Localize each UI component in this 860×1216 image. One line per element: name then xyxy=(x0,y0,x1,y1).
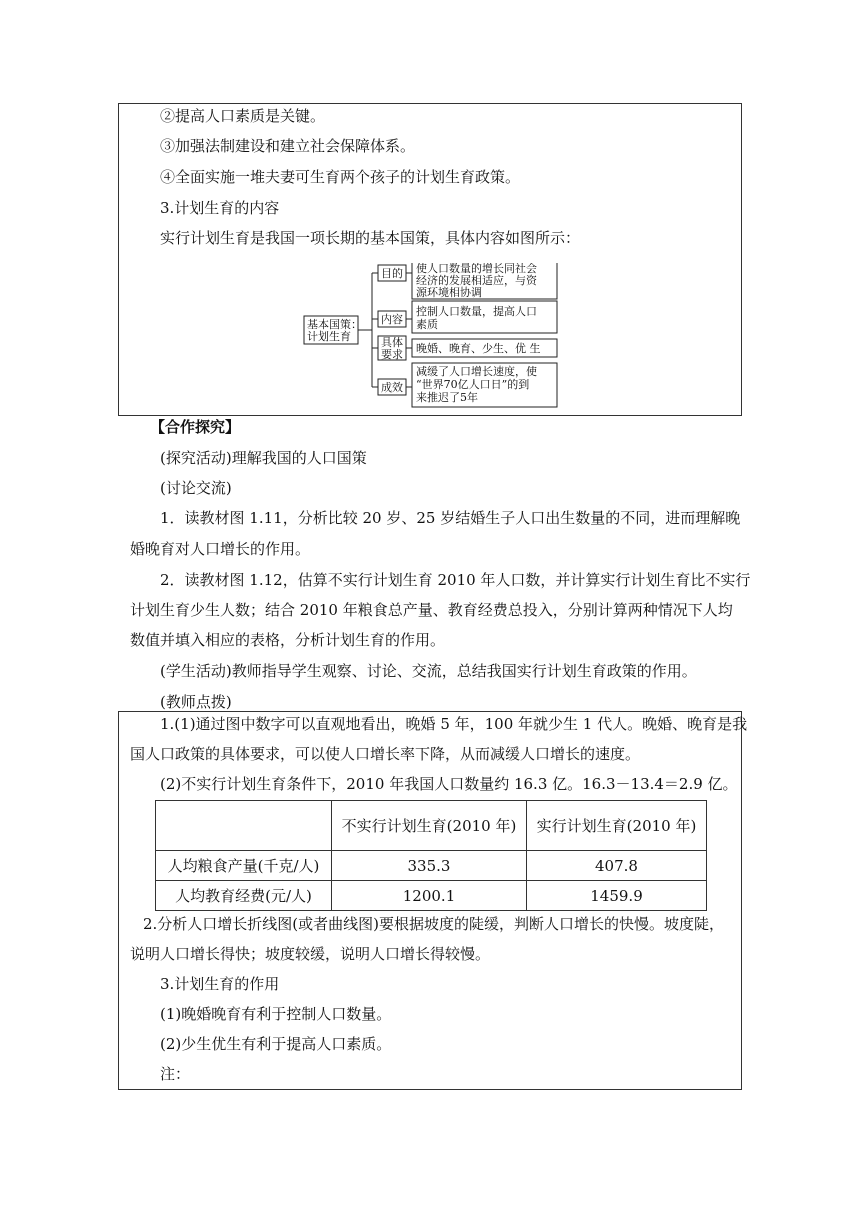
results-text-2: “世界70亿人口日”的到 xyxy=(416,378,530,391)
answer-1-line-2: 国人口政策的具体要求，可以使人口增长率下降，从而减缓人口增长的速度。 xyxy=(130,745,641,763)
results-text-3: 来推迟了5年 xyxy=(416,391,478,404)
per-capita-table xyxy=(155,800,707,911)
table-cell: 人均教育经费(元/人) xyxy=(156,881,332,911)
answer-3-point-1: (1)晚婚晚育有利于控制人口数量。 xyxy=(160,1005,392,1023)
question-1-line-1: 1．读教材图 1.11，分析比较 20 岁、25 岁结婚生子人口出生数量的不同，进而理解晚 xyxy=(160,509,741,527)
question-2-line-1: 2．读教材图 1.12，估算不实行计划生育 2010 年人口数，并计算实行计划生育比不实行 xyxy=(160,571,751,589)
top-line-2: ③加强法制建设和建立社会保障体系。 xyxy=(160,137,416,155)
content-text-1: 控制人口数量，提高人口 xyxy=(416,305,537,318)
question-2-line-2: 计划生育少生人数；结合 2010 年粮食总产量、教育经费总投入，分别计算两种情况下人均 xyxy=(130,601,733,619)
student-activity-line: (学生活动)教师指导学生观察、讨论、交流，总结我国实行计划生育政策的作用。 xyxy=(160,662,697,680)
table-row xyxy=(156,851,707,881)
requirements-text: 晚婚、晚育、少生、优 生 xyxy=(416,342,541,355)
note-label: 注： xyxy=(160,1065,191,1083)
question-1-line-2: 婚晚育对人口增长的作用。 xyxy=(130,540,311,558)
answer-2-line-2: 说明人口增长得快；坡度较缓，说明人口增长得较慢。 xyxy=(130,945,491,963)
requirements-label-2: 要求 xyxy=(381,348,403,361)
policy-tree-diagram xyxy=(300,263,562,411)
table-cell: 1200.1 xyxy=(332,881,527,911)
table-row xyxy=(156,881,707,911)
content-text-2: 素质 xyxy=(416,318,438,331)
top-line-3: ④全面实施一堆夫妻可生育两个孩子的计划生育政策。 xyxy=(160,168,521,186)
activity-line: (探究活动)理解我国的人口国策 xyxy=(160,449,367,467)
table-header-cell: 实行计划生育(2010 年) xyxy=(527,801,707,851)
question-2-line-3: 数值并填入相应的表格，分析计划生育的作用。 xyxy=(130,631,446,649)
results-label: 成效 xyxy=(381,381,403,394)
table-cell: 407.8 xyxy=(527,851,707,881)
section-title-plan-content: 3.计划生育的内容 xyxy=(160,199,280,217)
table-header-row xyxy=(156,801,707,851)
results-text-1: 减缓了人口增长速度，使 xyxy=(416,365,537,378)
table-cell: 人均粮食产量(千克/人) xyxy=(156,851,332,881)
teacher-tip-line: (教师点拨) xyxy=(160,693,232,711)
root-line-2: 计划生育 xyxy=(307,330,351,343)
purpose-text-1: 使人口数量的增长同社会 xyxy=(416,263,537,275)
table-header-cell xyxy=(156,801,332,851)
answer-2-line-1: 2.分析人口增长折线图(或者曲线图)要根据坡度的陡缓，判断人口增长的快慢。坡度陡， xyxy=(143,915,725,933)
answer-3-title: 3.计划生育的作用 xyxy=(160,975,280,993)
table-cell: 1459.9 xyxy=(527,881,707,911)
top-line-1: ②提高人口素质是关键。 xyxy=(160,107,326,125)
answer-3-point-2: (2)少生优生有利于提高人口素质。 xyxy=(160,1035,392,1053)
discussion-line: (讨论交流) xyxy=(160,479,232,497)
purpose-text-3: 源环境相协调 xyxy=(416,286,482,299)
table-cell: 335.3 xyxy=(332,851,527,881)
requirements-label-1: 具体 xyxy=(381,336,403,349)
purpose-text-2: 经济的发展相适应，与资 xyxy=(416,274,537,287)
table-header-cell: 不实行计划生育(2010 年) xyxy=(332,801,527,851)
section-heading-cooperative: 【合作探究】 xyxy=(150,418,241,436)
answer-1-line-1: 1.(1)通过图中数字可以直观地看出，晚婚 5 年，100 年就少生 1 代人。晚婚、晚育是我 xyxy=(160,715,748,733)
top-line-5: 实行计划生育是我国一项长期的基本国策，具体内容如图所示： xyxy=(160,229,581,247)
purpose-label: 目的 xyxy=(381,267,403,280)
answer-1-2-line: (2)不实行计划生育条件下，2010 年我国人口数量约 16.3 亿。16.3－13.4＝2.9 亿。 xyxy=(160,775,738,793)
content-label: 内容 xyxy=(381,313,403,326)
root-line-1: 基本国策： xyxy=(307,318,362,331)
